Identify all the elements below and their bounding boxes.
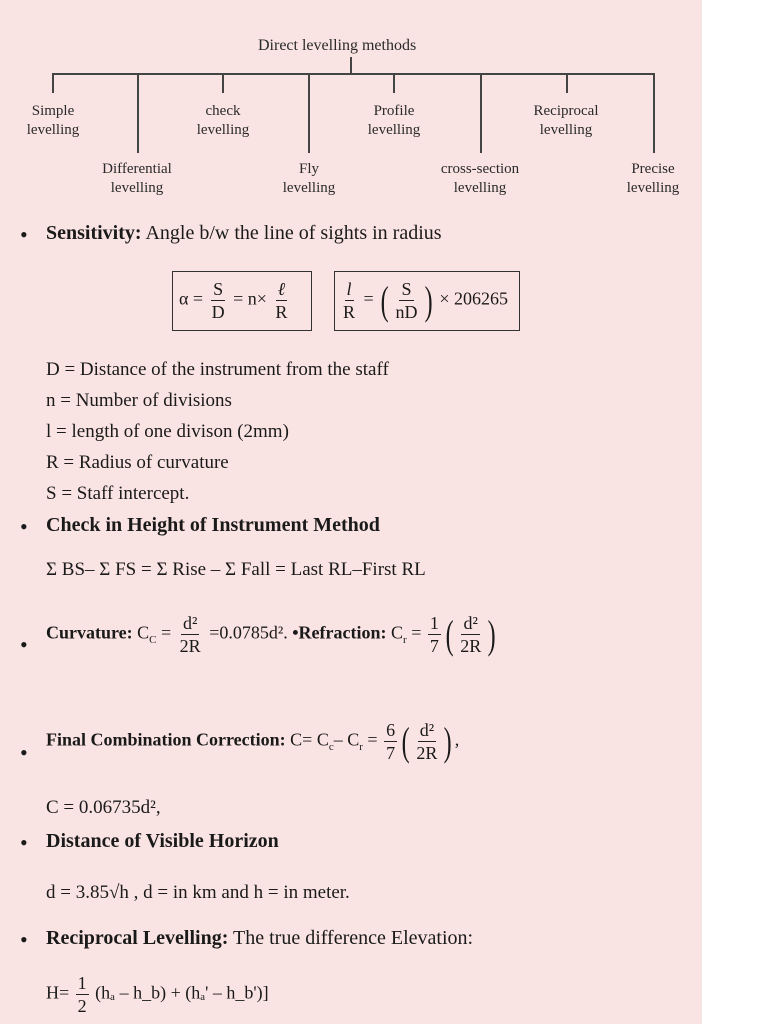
check-hi-heading: Check in Height of Instrument Method: [46, 514, 380, 536]
reciprocal-line: Reciprocal Levelling: The true difference Elevation:: [46, 927, 474, 949]
definition-item: n = Number of divisions: [46, 390, 232, 411]
tree-branch: [653, 73, 655, 153]
tree-node: Differential levelling: [102, 161, 172, 196]
bullet: •: [20, 514, 28, 539]
tree-branch: [52, 73, 54, 93]
definition-item: S = Staff intercept.: [46, 483, 190, 504]
bullet: •: [20, 927, 28, 952]
formula-box-alpha: α = $\frac{S}{D}$ = n× $\frac{\text{ℓ}}{R}$: [172, 271, 312, 331]
tree-branch: [308, 73, 310, 153]
bullet: •: [20, 632, 28, 657]
definition-item: R = Radius of curvature: [46, 452, 229, 473]
formula-box-ratio: $\frac{l}{R}$ = ( $\frac{S}{nD}$ ) × 206265: [334, 271, 520, 331]
tree-node: Precise levelling: [626, 161, 680, 196]
c-value: C = 0.06735d²,: [46, 797, 161, 818]
tree-node: check levelling: [196, 103, 250, 138]
tree-branch: [393, 73, 395, 93]
tree-branch: [480, 73, 482, 153]
sensitivity-line: Sensitivity: Angle b/w the line of sights in radius: [46, 222, 442, 244]
horizon-formula: d = 3.85√h , d = in km and h = in meter.: [46, 882, 350, 903]
tree-branch: [222, 73, 224, 93]
tree-branch: [137, 73, 139, 153]
tree-branch: [566, 73, 568, 93]
bullet: •: [20, 830, 28, 855]
check-hi-formula: Σ BS– Σ FS = Σ Rise – Σ Fall = Last RL–First RL: [46, 559, 426, 580]
bullet: •: [20, 222, 28, 247]
tree-title: Direct levelling methods: [258, 37, 417, 54]
tree-node: Reciprocal levelling: [533, 103, 599, 138]
bullet: •: [20, 740, 28, 765]
tree-node: cross-section levelling: [440, 161, 520, 196]
tree-connector: [350, 57, 352, 74]
curvature-line: Curvature: $C_C$ = $\frac{\text{d²}}{2R}$ =0.0785d². •Refraction: $C_r$ = $\frac{1}{7}$ ( $\frac{\text{d²}}{2R}$ ): [46, 611, 496, 657]
tree-node: Simple levelling: [26, 103, 80, 138]
horizon-heading: Distance of Visible Horizon: [46, 830, 279, 852]
tree-node: Profile levelling: [367, 103, 421, 138]
tree-horizontal-line: [52, 73, 654, 75]
reciprocal-formula: H= $\frac{1}{2}$ (hₐ – h_b) + (hₐ' – h_b')]: [46, 973, 269, 1016]
definition-item: l = length of one divison (2mm): [46, 421, 289, 442]
final-correction-line: Final Combination Correction: $C= C_c-$ $C_r$ = $\frac{6}{7}$ ( $\frac{\text{d²}}{2R}$ ) ,: [46, 718, 460, 764]
tree-node: Fly levelling: [282, 161, 336, 196]
definition-item: D = Distance of the instrument from the staff: [46, 359, 389, 380]
